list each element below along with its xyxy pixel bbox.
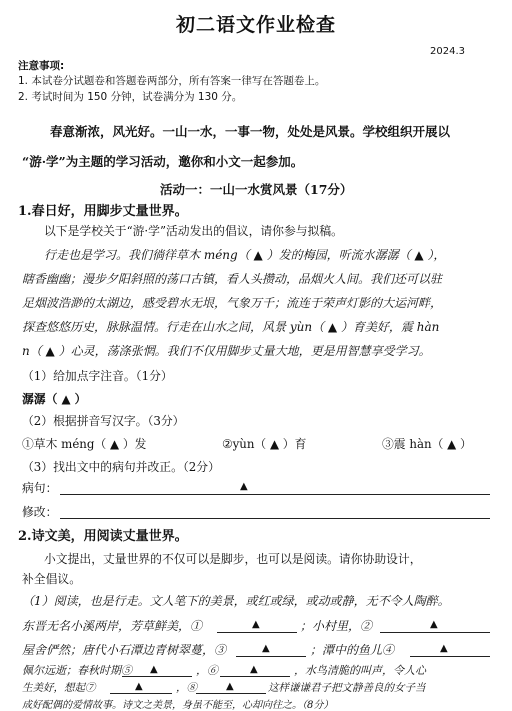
q2-line-5a: 生美好，想起⑦ [22,682,96,694]
q1-lead: 以下是学校关于“游·学”活动发出的倡议，请你参与拟稿。 [44,224,343,238]
blank-2-marker: ▲ [430,619,438,630]
blank-6[interactable] [220,676,290,677]
q1-passage-line-1: 行走也是学习。我们徜徉草木 méng（ ▲ ）发的梅园，听流水潺潺（ ▲ ）， [44,248,446,262]
q1-passage-line-2: 瞎香幽幽；漫步夕阳斜照的荡口古镇，看人头攒动，品烟火人间。我们还可以驻 [22,272,443,286]
q2-heading: 2.诗文美，用阅读丈量世界。 [18,529,188,544]
q2-line-4b: ，⑥ [196,664,218,677]
q2-lead-2: 补全倡议。 [22,572,81,586]
blank-6-marker: ▲ [250,664,258,675]
q2-line-3b: ；潭中的鱼儿④ [310,643,395,657]
fix-sentence-label: 修改： [22,505,58,519]
notes-item-1: 1. 本试卷分试题卷和答题卷两部分，所有答案一律写在答题卷上。 [18,75,326,87]
q2-line-2a: 东晋无名小溪两岸，芳草鲜美，① [22,619,203,633]
blank-8[interactable] [196,693,266,694]
q1-sub2: （2）根据拼音写汉字。（3分） [22,414,185,428]
sick-sentence-answer-line[interactable] [60,494,490,495]
q2-lead-1: 小文提出，丈量世界的不仅可以是脚步，也可以是阅读。请你协助设计， [44,552,422,566]
blank-7-marker: ▲ [135,681,143,692]
q2-line-1: （1）阅读，也是行走。文人笔下的美景，或红或绿，或动或静，无不令人陶醉。 [22,594,450,608]
q2-line-2b: ；小村里，② [300,619,373,633]
q1-passage-line-4: 探查悠悠历史，脉脉温情。行走在山水之间，风景 yùn（ ▲ ）育美好，震 hàn [22,320,440,334]
activity1-heading: 活动一：一山一水赏风景（17分） [160,182,353,197]
blank-7[interactable] [110,693,172,694]
sick-sentence-label: 病句： [22,481,58,495]
blank-8-marker: ▲ [226,681,234,692]
q2-line-6: 成好配偶的爱情故事。诗文之美景，身虽不能至，心却向往之。（8分） [22,700,334,711]
intro-line-2: “游·学”为主题的学习活动，邀你和小文一起参加。 [22,154,304,169]
q2-line-4a: 佩尔远逝；春秋时期⑤ [22,664,132,677]
page-title: 初二语文作业检查 [175,14,336,36]
blank-3-marker: ▲ [262,643,270,654]
blank-4[interactable] [410,656,490,657]
q1-sub2-c: ③震 hàn（ ▲ ） [382,437,472,451]
q1-sub2-b: ②yùn（ ▲ ）育 [222,437,307,451]
q2-line-3a: 屋舍俨然；唐代小石潭边青树翠蔓，③ [22,643,227,657]
blank-1-marker: ▲ [252,619,260,630]
q1-sub1: （1）给加点字注音。（1分） [22,369,173,383]
blank-1[interactable] [217,632,297,633]
notes-item-2: 2. 考试时间为 150 分钟，试卷满分为 130 分。 [18,91,243,103]
answer-marker: ▲ [240,481,248,492]
notes-heading: 注意事项: [18,60,65,72]
blank-5[interactable] [122,676,192,677]
blank-5-marker: ▲ [150,664,158,675]
q1-heading: 1.春日好，用脚步丈量世界。 [18,204,188,219]
q1-sub1-word: 潺潺（ ▲ ） [22,392,87,406]
q2-line-5c: 这样谦谦君子把文静善良的女子当 [268,682,426,694]
q1-sub3: （3）找出文中的病句并改正。（2分） [22,460,220,474]
q1-passage-line-5: n（ ▲ ）心灵，荡涤张惘。我们不仅用脚步丈量大地，更是用智慧享受学习。 [22,344,431,358]
blank-2[interactable] [380,632,490,633]
q1-passage-line-3: 足烟波浩渺的太湖边，感受碧水无垠，气象万千；流连于荣声灯影的大运河畔， [22,296,443,310]
exam-date: 2024.3 [430,46,465,57]
blank-3[interactable] [236,656,306,657]
blank-4-marker: ▲ [440,643,448,654]
intro-line-1: 春意渐浓，风光好。一山一水，一事一物，处处是风景。学校组织开展以 [50,124,451,139]
q2-line-4c: ，水鸟清脆的叫声，令人心 [294,664,426,677]
fix-sentence-answer-line[interactable] [60,518,490,519]
q1-sub2-a: ①草木 méng（ ▲ ）发 [22,437,147,451]
q2-line-5b: ，⑧ [176,682,197,694]
